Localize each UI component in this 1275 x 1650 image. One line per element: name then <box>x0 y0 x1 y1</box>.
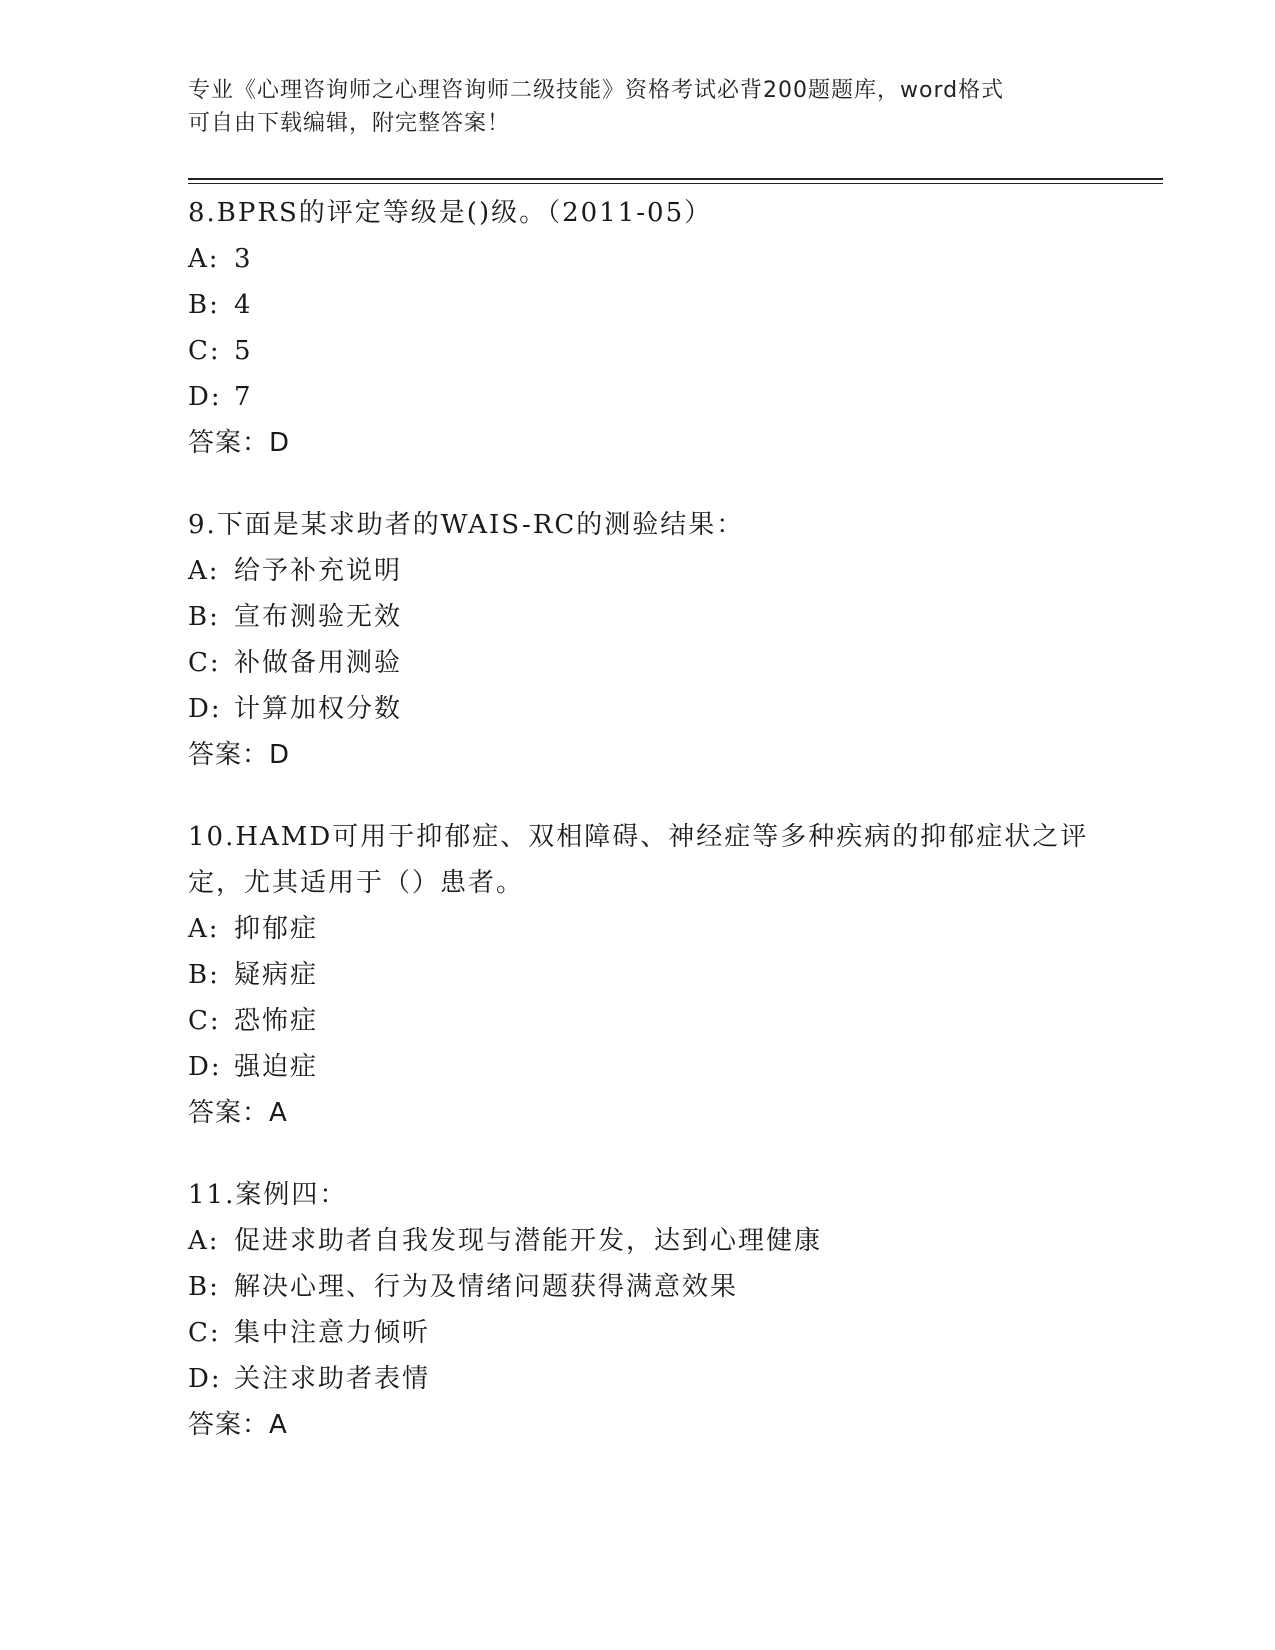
option-letter: A: <box>188 556 220 586</box>
header-line-2: 可自由下载编辑，附完整答案！ <box>188 111 511 136</box>
option-text: 恐怖症 <box>234 1006 319 1036</box>
option-text: 抑郁症 <box>234 914 319 944</box>
option-text: 集中注意力倾听 <box>234 1318 431 1348</box>
option-d <box>188 1044 1108 1090</box>
option-text: 解决心理、行为及情绪问题获得满意效果 <box>234 1272 739 1302</box>
question-11 <box>188 1172 1108 1448</box>
option-d <box>188 686 1108 732</box>
option-letter: B: <box>188 1272 220 1302</box>
option-letter: C: <box>188 1318 221 1348</box>
option-b <box>188 952 1108 998</box>
option-c <box>188 1310 1108 1356</box>
answer: 答案：D <box>188 428 291 458</box>
option-text: 给予补充说明 <box>234 556 403 586</box>
option-letter: D: <box>188 382 222 412</box>
option-text: 7 <box>234 382 253 412</box>
option-d <box>188 1356 1108 1402</box>
option-b <box>188 1264 1108 1310</box>
option-text: 3 <box>234 244 253 274</box>
option-text: 促进求助者自我发现与潜能开发，达到心理健康 <box>234 1226 823 1256</box>
header-line-1: 专业《心理咨询师之心理咨询师二级技能》资格考试必背200题题库，word格式 <box>188 78 1005 103</box>
option-letter: A: <box>188 244 220 274</box>
question-stem: 9.下面是某求助者的WAIS-RC的测验结果： <box>188 510 745 540</box>
header-divider-thick <box>188 178 1163 180</box>
option-letter: C: <box>188 648 221 678</box>
question-list <box>188 190 1108 1484</box>
answer: 答案：A <box>188 1410 288 1440</box>
option-text: 强迫症 <box>234 1052 319 1082</box>
option-text: 关注求助者表情 <box>234 1364 431 1394</box>
question-8 <box>188 190 1108 466</box>
question-9 <box>188 502 1108 778</box>
option-text: 计算加权分数 <box>234 694 403 724</box>
option-d <box>188 374 1108 420</box>
option-letter: C: <box>188 336 221 366</box>
option-text: 4 <box>234 290 253 320</box>
option-letter: A: <box>188 1226 220 1256</box>
option-c <box>188 328 1108 374</box>
option-b <box>188 594 1108 640</box>
option-letter: B: <box>188 960 220 990</box>
option-b <box>188 282 1108 328</box>
option-a <box>188 236 1108 282</box>
option-letter: A: <box>188 914 220 944</box>
answer: 答案：A <box>188 1098 288 1128</box>
option-letter: C: <box>188 1006 221 1036</box>
question-stem: 11.案例四： <box>188 1180 348 1210</box>
option-letter: D: <box>188 1364 222 1394</box>
header-divider-thin <box>188 183 1163 184</box>
option-c <box>188 998 1108 1044</box>
option-a <box>188 906 1108 952</box>
option-letter: D: <box>188 694 222 724</box>
option-a <box>188 548 1108 594</box>
option-text: 疑病症 <box>234 960 319 990</box>
option-text: 宣布测验无效 <box>234 602 403 632</box>
question-stem: 10.HAMD可用于抑郁症、双相障碍、神经症等多种疾病的抑郁症状之评定，尤其适用于（）患者。 <box>188 822 1089 898</box>
option-letter: B: <box>188 602 220 632</box>
question-10 <box>188 814 1108 1136</box>
question-stem: 8.BPRS的评定等级是()级。（2011-05） <box>188 198 713 228</box>
option-text: 补做备用测验 <box>234 648 403 678</box>
option-letter: D: <box>188 1052 222 1082</box>
document-header <box>188 74 1088 140</box>
option-c <box>188 640 1108 686</box>
answer: 答案：D <box>188 740 291 770</box>
option-letter: B: <box>188 290 220 320</box>
option-text: 5 <box>234 336 253 366</box>
option-a <box>188 1218 1108 1264</box>
